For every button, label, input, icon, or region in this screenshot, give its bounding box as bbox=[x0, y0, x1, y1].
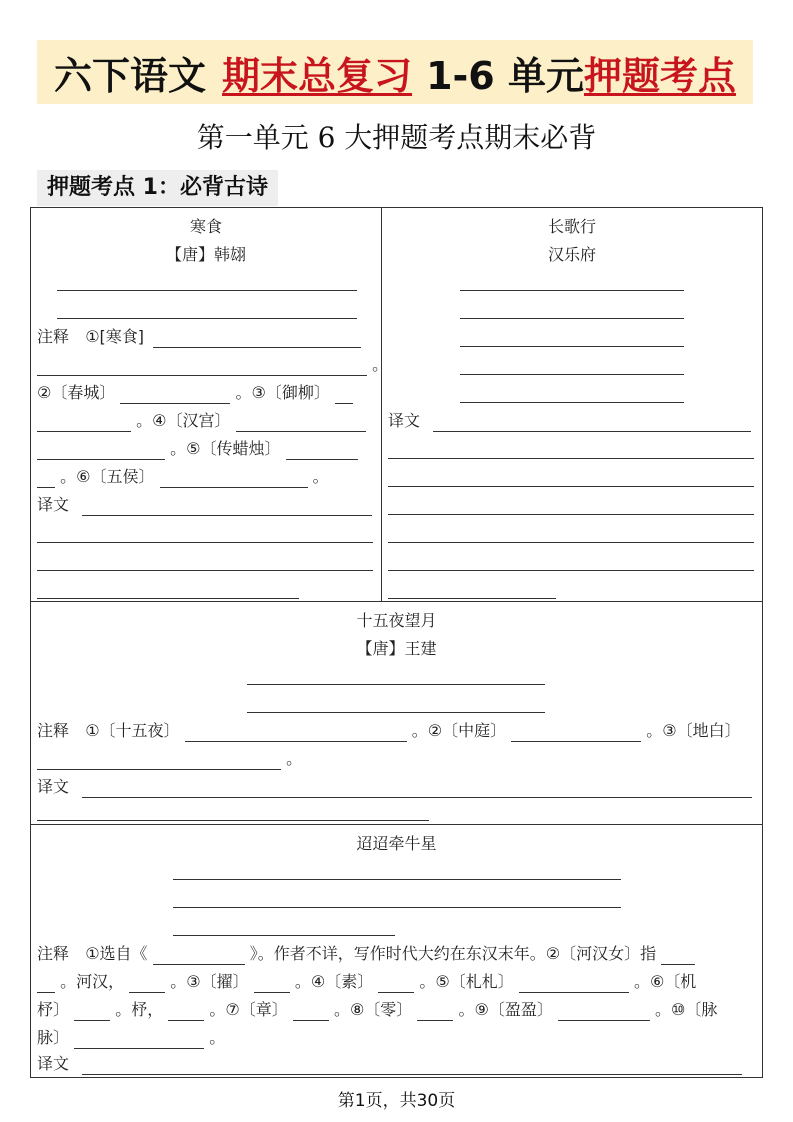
poem-title: 寒食 bbox=[189, 217, 222, 236]
answer-line[interactable] bbox=[388, 458, 754, 459]
note-label: 注释 bbox=[37, 944, 70, 963]
answer-blank[interactable] bbox=[37, 751, 281, 770]
answer-blank[interactable] bbox=[37, 469, 55, 488]
answer-blank[interactable] bbox=[293, 1002, 329, 1021]
poem-author: 【唐】王建 bbox=[356, 639, 437, 658]
answer-line[interactable] bbox=[57, 318, 357, 319]
answer-line[interactable] bbox=[37, 542, 373, 543]
page-subtitle: 第一单元 6 大押题考点期末必背 bbox=[196, 121, 597, 154]
answer-blank[interactable] bbox=[254, 974, 290, 993]
answer-blank[interactable] bbox=[558, 1002, 650, 1021]
answer-line[interactable] bbox=[247, 684, 545, 685]
note-item: 脉〕 bbox=[37, 1028, 70, 1047]
note-item: 。⑩〔脉 bbox=[655, 1000, 718, 1019]
answer-blank[interactable] bbox=[74, 1002, 110, 1021]
answer-blank[interactable] bbox=[511, 723, 641, 742]
poem-author: 【唐】韩翃 bbox=[165, 245, 246, 264]
translation-row bbox=[37, 494, 372, 516]
answer-blank[interactable] bbox=[120, 385, 230, 404]
answer-blank[interactable] bbox=[37, 441, 165, 460]
answer-blank[interactable] bbox=[82, 497, 372, 516]
note-end: 。 bbox=[312, 467, 329, 486]
poem-box-tiaotiao bbox=[30, 824, 763, 1078]
translation-row bbox=[37, 1053, 742, 1075]
note-item: 。杼， bbox=[115, 1000, 164, 1019]
poem-title: 长歌行 bbox=[547, 217, 596, 236]
answer-line[interactable] bbox=[460, 346, 684, 347]
note-item: 。⑤〔札札〕 bbox=[419, 972, 514, 991]
header-review: 期末总复习 bbox=[222, 53, 413, 98]
note-row bbox=[37, 1027, 225, 1049]
answer-blank[interactable] bbox=[519, 974, 629, 993]
note-item: 。⑥〔五侯〕 bbox=[60, 467, 155, 486]
translation-label: 译文 bbox=[388, 411, 421, 430]
note-item: 。⑥〔机 bbox=[633, 972, 697, 991]
answer-blank[interactable] bbox=[661, 946, 695, 965]
answer-line[interactable] bbox=[388, 542, 754, 543]
poem-box-changgexing bbox=[381, 207, 763, 602]
note-item: 》。作者不详，写作时代大约在东汉末年。②〔河汉女〕指 bbox=[249, 944, 657, 963]
answer-blank[interactable] bbox=[74, 1030, 204, 1049]
answer-line[interactable] bbox=[37, 598, 299, 599]
note-item: 。②〔中庭〕 bbox=[411, 721, 507, 740]
answer-line[interactable] bbox=[37, 820, 429, 821]
poem-author: 汉乐府 bbox=[547, 245, 596, 264]
note-end: 。 bbox=[286, 749, 303, 768]
answer-blank[interactable] bbox=[37, 974, 55, 993]
answer-line[interactable] bbox=[57, 290, 357, 291]
answer-line[interactable] bbox=[460, 374, 684, 375]
note-item: ②〔春城〕 bbox=[37, 383, 116, 402]
note-item: 。④〔汉宫〕 bbox=[136, 411, 231, 430]
answer-line[interactable] bbox=[247, 712, 545, 713]
answer-line[interactable] bbox=[388, 598, 556, 599]
note-item: 。④〔素〕 bbox=[294, 972, 374, 991]
answer-line[interactable] bbox=[388, 570, 754, 571]
note-label: 注释 bbox=[37, 721, 70, 740]
poem-title: 十五夜望月 bbox=[356, 611, 437, 630]
translation-label: 译文 bbox=[37, 495, 70, 514]
note-row bbox=[37, 382, 353, 404]
answer-blank[interactable] bbox=[153, 329, 361, 348]
section-label: 押题考点 1：必背古诗 bbox=[37, 170, 278, 206]
answer-line[interactable] bbox=[388, 486, 754, 487]
note-item: 。⑦〔章〕 bbox=[209, 1000, 288, 1019]
note-end: 。 bbox=[209, 1028, 226, 1047]
note-row bbox=[37, 410, 366, 432]
answer-blank[interactable] bbox=[37, 413, 131, 432]
note-item: 。⑤〔传蜡烛〕 bbox=[170, 439, 281, 458]
note-item: 。③〔御柳〕 bbox=[235, 383, 330, 402]
note-item: ①选自《 bbox=[85, 944, 148, 963]
note-row bbox=[37, 971, 696, 993]
answer-blank[interactable] bbox=[82, 779, 752, 798]
note-item: ①〔十五夜〕 bbox=[85, 721, 180, 740]
note-item: 杼〕 bbox=[37, 1000, 70, 1019]
header-banner bbox=[37, 40, 753, 104]
poem-box-hanshi bbox=[30, 207, 389, 602]
answer-line[interactable] bbox=[460, 318, 684, 319]
poem-title: 迢迢牵牛星 bbox=[356, 834, 437, 853]
note-row bbox=[37, 748, 302, 770]
note-row bbox=[37, 720, 741, 742]
note-row bbox=[37, 326, 361, 348]
answer-blank[interactable] bbox=[286, 441, 358, 460]
answer-blank[interactable] bbox=[129, 974, 165, 993]
note-row bbox=[37, 466, 329, 488]
note-end: 。 bbox=[372, 355, 389, 374]
translation-label: 译文 bbox=[37, 1054, 70, 1073]
note-row bbox=[37, 943, 695, 965]
answer-blank[interactable] bbox=[185, 723, 407, 742]
note-item: 。⑨〔盈盈〕 bbox=[458, 1000, 553, 1019]
answer-line[interactable] bbox=[460, 402, 684, 403]
translation-row bbox=[388, 410, 751, 432]
answer-blank[interactable] bbox=[335, 385, 353, 404]
answer-line[interactable] bbox=[37, 570, 373, 571]
note-row bbox=[37, 999, 717, 1021]
answer-line[interactable] bbox=[173, 907, 621, 908]
answer-blank[interactable] bbox=[417, 1002, 453, 1021]
answer-blank[interactable] bbox=[37, 357, 367, 376]
answer-blank[interactable] bbox=[153, 946, 245, 965]
answer-line[interactable] bbox=[173, 935, 395, 936]
answer-blank[interactable] bbox=[160, 469, 308, 488]
header-grade: 六下语文 bbox=[54, 53, 207, 98]
note-item: 。⑧〔零〕 bbox=[333, 1000, 413, 1019]
answer-line[interactable] bbox=[173, 879, 621, 880]
note-label: 注释 bbox=[37, 327, 70, 346]
header-points: 押题考点 bbox=[583, 53, 736, 98]
note-row bbox=[37, 438, 358, 460]
page-number: 第1页，共30页 bbox=[337, 1091, 456, 1111]
answer-blank[interactable] bbox=[433, 413, 751, 432]
header-units: 1-6 单元 bbox=[426, 53, 584, 98]
note-item: 。③〔擢〕 bbox=[170, 972, 249, 991]
translation-label: 译文 bbox=[37, 777, 70, 796]
answer-line[interactable] bbox=[388, 514, 754, 515]
note-item: ①[寒食] bbox=[85, 327, 145, 346]
answer-blank[interactable] bbox=[168, 1002, 204, 1021]
answer-blank[interactable] bbox=[378, 974, 414, 993]
note-item: 。③〔地白〕 bbox=[646, 721, 741, 740]
note-item: 。河汉， bbox=[60, 972, 125, 991]
answer-blank[interactable] bbox=[236, 413, 366, 432]
answer-blank[interactable] bbox=[82, 1056, 742, 1075]
answer-line[interactable] bbox=[460, 290, 684, 291]
note-row bbox=[37, 354, 388, 376]
translation-row bbox=[37, 776, 752, 798]
poem-box-shiwuye bbox=[30, 601, 763, 825]
